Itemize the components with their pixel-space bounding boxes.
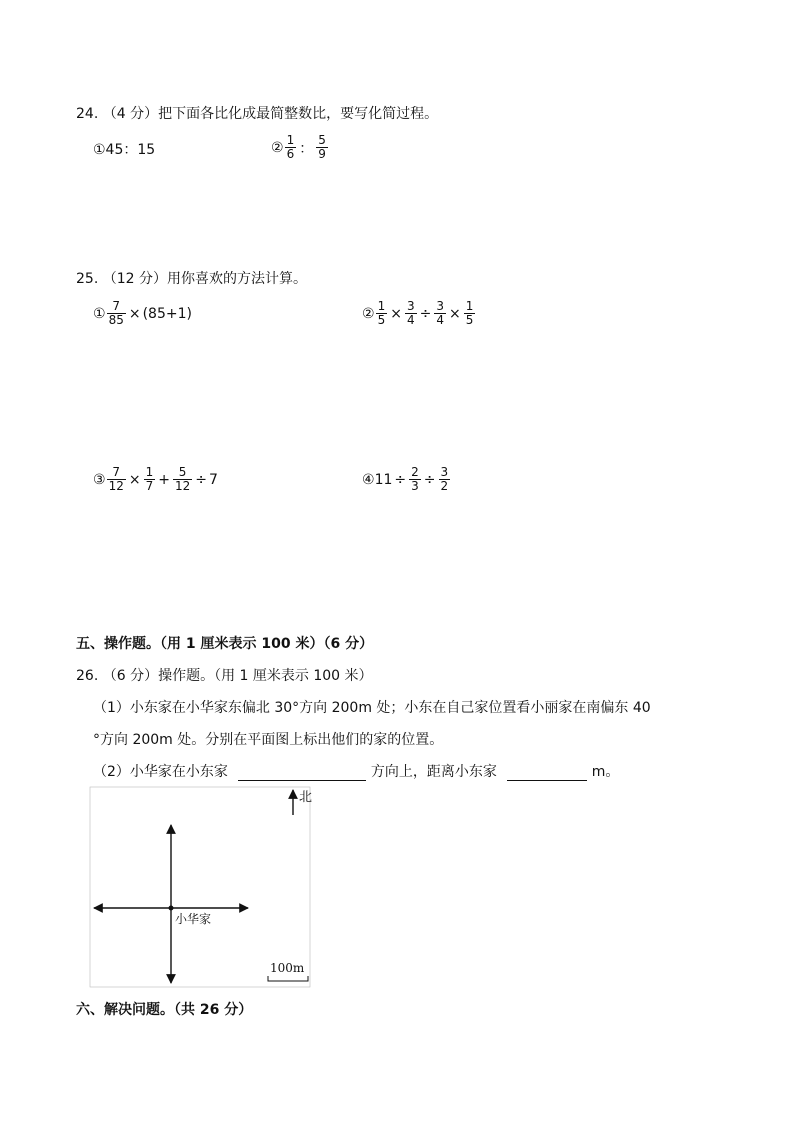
fraction	[173, 466, 192, 493]
operator: ÷	[195, 471, 207, 488]
direction-diagram	[88, 785, 320, 990]
numerator: 3	[406, 299, 415, 313]
center-point	[169, 906, 174, 911]
item-marker: ②	[362, 305, 375, 322]
figure-frame	[90, 787, 313, 987]
operator: ×	[128, 305, 141, 322]
fraction	[285, 134, 297, 161]
operator: ×	[390, 305, 402, 322]
section-6-heading: 六、解决问题。（共 26 分）	[76, 1002, 253, 1018]
question-25-title: 25. （12 分）用你喜欢的方法计算。	[76, 271, 307, 287]
denominator: 4	[406, 313, 415, 327]
number: 7	[208, 471, 218, 488]
denominator: 12	[174, 479, 191, 493]
prompt-text: 方向上，距离小东家	[370, 764, 497, 780]
question-25-item-2	[362, 300, 476, 327]
question-26-line-2: °方向 200m 处。分别在平面图上标出他们的家的位置。	[93, 732, 444, 748]
distance-blank[interactable]	[507, 766, 587, 781]
fraction	[464, 300, 476, 327]
numerator: 5	[178, 465, 187, 479]
question-26-title: 26. （6 分）操作题。（用 1 厘米表示 100 米）	[76, 668, 373, 684]
denominator: 3	[411, 479, 419, 493]
numerator: 1	[145, 465, 154, 479]
denominator: 85	[108, 313, 124, 327]
fraction	[144, 466, 156, 493]
operator: ÷	[419, 305, 432, 322]
item-marker: ①	[93, 305, 106, 322]
xiaohua-home-label: 小华家	[175, 912, 212, 926]
scale-label: 100m	[270, 961, 305, 975]
numerator: 1	[465, 299, 474, 313]
section-5-heading: 五、操作题。（用 1 厘米表示 100 米）（6 分）	[76, 636, 374, 652]
question-26-line-1: （1）小东家在小华家东偏北 30°方向 200m 处；小东在自己家位置看小丽家在南偏东 40	[93, 700, 651, 716]
question-24-item-2	[271, 134, 329, 161]
numerator: 7	[112, 465, 121, 479]
number: 11	[374, 471, 393, 488]
numerator: 3	[440, 465, 449, 479]
fraction	[405, 300, 417, 327]
north-label: 北	[299, 790, 313, 805]
question-25-item-1	[93, 300, 192, 327]
item-marker: ②	[271, 139, 284, 156]
prompt-text: m。	[591, 764, 620, 780]
expression: (85+1)	[142, 305, 192, 322]
denominator: 4	[436, 313, 444, 327]
direction-blank[interactable]	[238, 766, 366, 781]
operator: ×	[128, 471, 141, 488]
operator: ×	[448, 305, 461, 322]
numerator: 7	[112, 299, 121, 313]
item-marker: ④	[362, 471, 375, 488]
numerator: 1	[286, 133, 295, 147]
question-24-item-1: ①45：15	[93, 142, 156, 158]
ratio-separator: ：	[299, 140, 314, 157]
question-25-item-3	[93, 466, 218, 493]
denominator: 6	[286, 147, 295, 161]
fraction	[107, 466, 126, 493]
question-25-item-4	[362, 466, 451, 493]
numerator: 2	[411, 465, 419, 479]
denominator: 7	[145, 479, 154, 493]
numerator: 1	[377, 299, 386, 313]
prompt-text: （2）小华家在小东家	[93, 764, 228, 780]
denominator: 5	[465, 313, 474, 327]
denominator: 12	[108, 479, 124, 493]
fraction	[434, 300, 446, 327]
operator: ÷	[394, 471, 407, 488]
operator: +	[158, 471, 170, 488]
scale-bar	[268, 976, 308, 981]
question-26-line-3	[93, 761, 619, 781]
numerator: 5	[318, 133, 326, 147]
operator: ÷	[423, 471, 436, 488]
denominator: 5	[377, 313, 386, 327]
fraction	[376, 300, 388, 327]
fraction	[439, 466, 451, 493]
numerator: 3	[436, 299, 444, 313]
fraction	[107, 300, 126, 327]
item-marker: ③	[93, 471, 106, 488]
fraction	[316, 134, 328, 161]
denominator: 9	[318, 147, 326, 161]
fraction	[409, 466, 421, 493]
question-24-title: 24. （4 分）把下面各比化成最简整数比，要写化简过程。	[76, 106, 439, 122]
denominator: 2	[440, 479, 449, 493]
